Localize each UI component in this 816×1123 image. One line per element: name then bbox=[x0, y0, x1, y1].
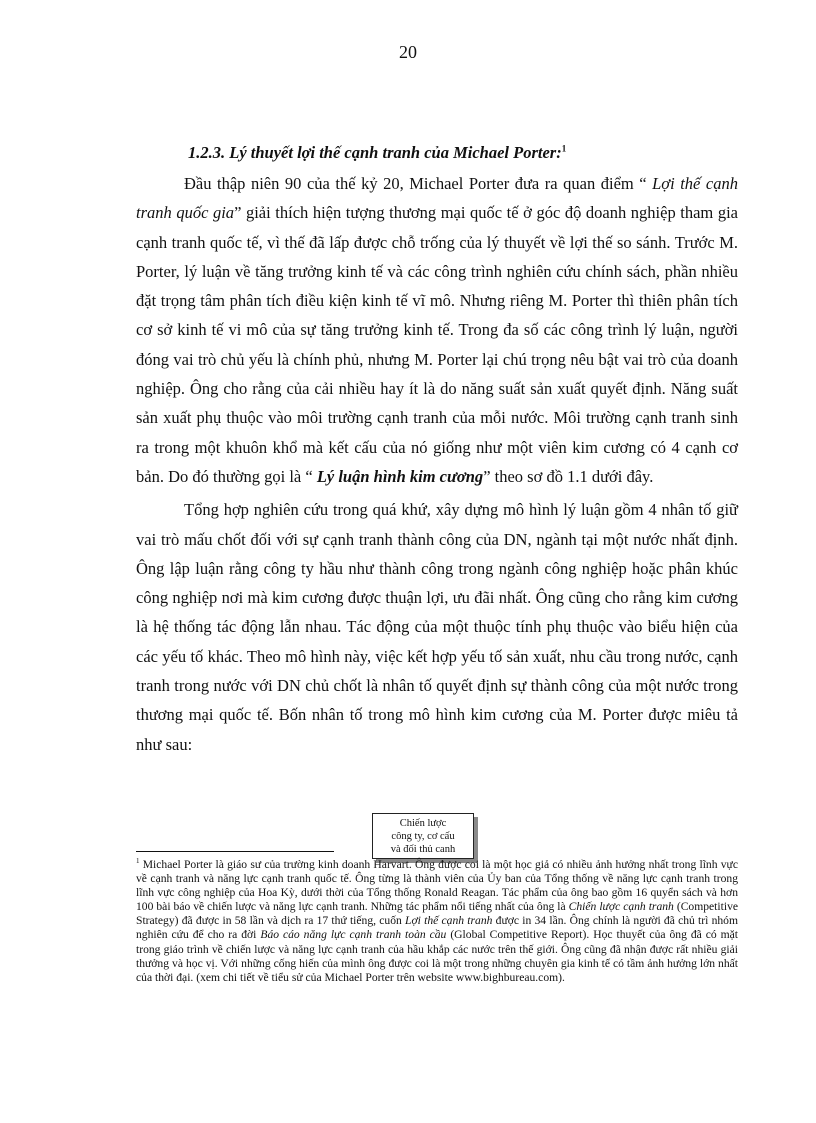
diagram-box-line-3: và đối thủ canh bbox=[390, 843, 456, 855]
footnote-text-g: (Global Competitive Report). Học thuyết của ông đã có mặt trong giáo trình về chiến lược và năng lực cạnh tranh của hầu khắp các nước trên thế giới. Ông cũng đã nhận được rất nhiều giải thưởng và học vị. Với những cống hiến của mình ông được coi là một trong những chuyên gia kinh tế có tầm ảnh hưởng lớn nhất của thời đại. (xem chi tiết về tiểu sử của Michael Porter trên website www.bighbureau.com). bbox=[136, 928, 739, 984]
footnote-ref: 1 bbox=[561, 143, 567, 154]
footnote bbox=[136, 858, 738, 985]
paragraph-1-c: ” giải thích hiện tượng thương mại quốc tế ở góc độ doanh nghiệp tham gia cạnh tranh quốc tế, vì thế đã lấp được chỗ trống của lý thuyết về lợi thế so sánh. Trước M. Porter, lý luận về tăng trưởng kinh tế và các công trình nghiên cứu chính sách, phần nhiều đặt trọng tâm phân tích điều kiện kinh tế vĩ mô. Nhưng riêng M. Porter thì thiên phân tích cơ sở kinh tế vi mô của sự tăng trưởng kinh tế. Trong đa số các công trình lý luận, người đóng vai trò chủ yếu là chính phủ, nhưng M. Porter lại chú trọng nêu bật vai trò của doanh nghiệp. Ông cho rằng của cải nhiều hay ít là do năng suất sản xuất quyết định. Năng suất sản xuất phụ thuộc vào môi trường cạnh tranh của mỗi nước. Môi trường cạnh tranh sinh ra trong một khuôn khổ mà kết cấu của nó giống như một viên kim cương có 4 cạnh cơ bản. Do đó thường gọi là “ bbox=[136, 203, 738, 486]
footnote-divider bbox=[136, 851, 334, 852]
footnote-text-e: được in 34 lần. Ông chính là người đã chủ trì nhóm nghiên cứu để cho ra đời bbox=[136, 914, 738, 942]
body-text bbox=[136, 169, 738, 759]
footnote-title-global-report: Báo cáo năng lực cạnh tranh toàn cầu bbox=[260, 928, 447, 942]
paragraph-1-a: Đầu thập niên 90 của thế kỷ 20, Michael Porter đưa ra quan điểm “ bbox=[184, 174, 653, 193]
paragraph-1-e: ” theo sơ đồ 1.1 dưới đây. bbox=[483, 466, 654, 486]
term-loi-the-canh-tranh-quoc-gia: Lợi thế cạnh tranh quốc gia bbox=[136, 174, 738, 223]
footnote-marker: 1 bbox=[136, 857, 140, 866]
section-heading bbox=[188, 143, 566, 163]
term-ly-luan-hinh-kim-cuong: Lý luận hình kim cương bbox=[316, 466, 484, 486]
paragraph-1 bbox=[136, 169, 738, 491]
paragraph-2: Tổng hợp nghiên cứu trong quá khứ, xây dựng mô hình lý luận gồm 4 nhân tố giữ vai trò mấu chốt đối với sự cạnh tranh thành công của DN, ngành tại một nước nhất định. Ông lập luận rằng công ty hầu như thành công trong ngành công nghiệp hoặc phân khúc công nghiệp nơi mà kim cương được thuận lợi, ưu đãi nhất. Ông cũng cho rằng kim cương là hệ thống tác động lẫn nhau. Tác động của một thuộc tính phụ thuộc vào biểu hiện của các yếu tố khác. Theo mô hình này, việc kết hợp yếu tố sản xuất, nhu cầu trong nước, cạnh tranh trong nước với DN chủ chốt là nhân tố quyết định sự thành công của một nước trong thương mại quốc tế. Bốn nhân tố trong mô hình kim cương của M. Porter được miêu tả như sau: bbox=[136, 500, 738, 754]
footnote-text-a: Michael Porter là giáo sư của trường kinh doanh Harvart. Ông được coi là một học giả có nhiều ảnh hưởng nhất trong lĩnh vực về cạnh tranh và năng lực cạnh tranh quốc tế. Ông từng là thành viên của Ủy ban của Tổng thống về năng lực cạnh tranh trong lĩnh vực công nghiệp của Hoa Kỳ, dưới thời của Tổng thống Ronald Reagan. Tác phẩm của ông bao gồm 16 quyển sách và hơn 100 bài báo về chiến lược và năng lực cạnh tranh. Những tác phẩm nổi tiếng nhất của ông là bbox=[136, 858, 738, 914]
diagram-box-line-1: Chiến lược bbox=[399, 817, 447, 829]
section-heading-text: 1.2.3. Lý thuyết lợi thế cạnh tranh của Michael Porter: bbox=[188, 143, 562, 162]
footnote-text-c: (Competitive Strategy) đã được in 58 lần và dịch ra 17 thứ tiếng, cuốn bbox=[136, 900, 739, 928]
diagram-box-strategy bbox=[372, 813, 474, 859]
footnote-title-competitive-strategy: Chiến lược cạnh tranh bbox=[568, 900, 674, 914]
diagram-box-line-2: công ty, cơ cấu bbox=[391, 830, 455, 842]
footnote-title-competitive-advantage: Lợi thế cạnh tranh bbox=[405, 914, 493, 928]
page-number: 20 bbox=[399, 42, 417, 62]
